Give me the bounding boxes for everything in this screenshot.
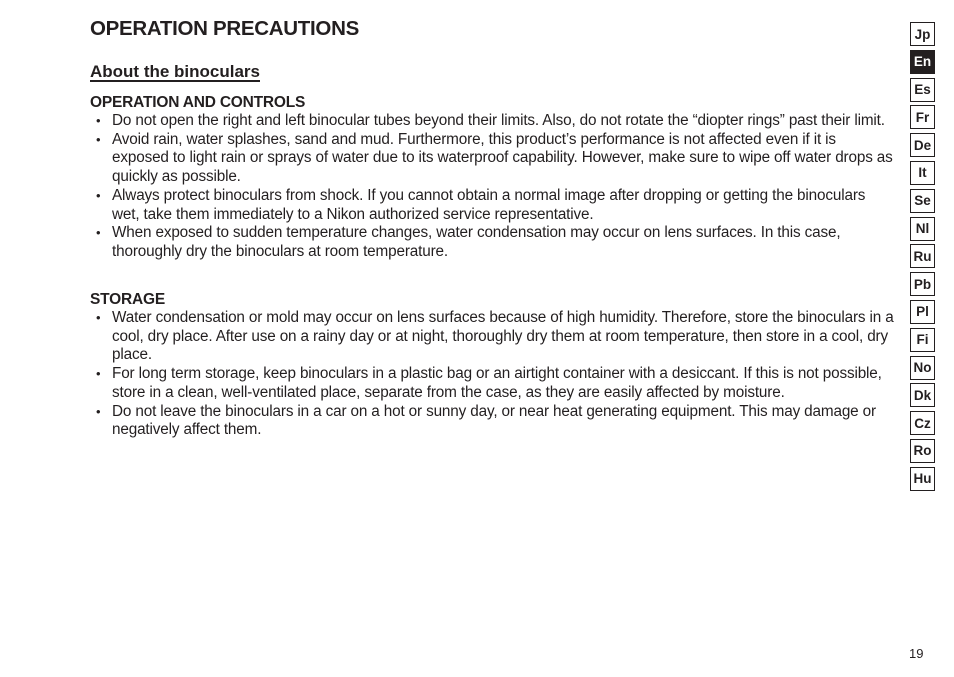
- tab-language-jp[interactable]: Jp: [910, 22, 935, 46]
- bullet-icon: •: [96, 131, 101, 147]
- tab-language-nl[interactable]: Nl: [910, 217, 935, 241]
- list-item: [90, 403, 896, 440]
- list-item: [90, 365, 896, 402]
- list-item-text: For long term storage, keep binoculars in a plastic bag or an airtight container with a desiccant. If this is not possible, store in a clean, well-ventilated place, separate from the case, as they are easily affected by moisture.: [112, 365, 882, 401]
- list-item: [90, 224, 896, 261]
- list-item: [90, 187, 896, 224]
- tab-language-ro[interactable]: Ro: [910, 439, 935, 463]
- bullet-icon: •: [96, 366, 101, 382]
- list-item: [90, 131, 896, 187]
- operation-controls-section: [90, 93, 896, 262]
- list-item: [90, 309, 896, 365]
- list-item-text: Do not leave the binoculars in a car on a hot or sunny day, or near heat generating equipment. This may damage or negatively affect them.: [112, 402, 876, 439]
- tab-language-hu[interactable]: Hu: [910, 467, 935, 491]
- tab-language-fr[interactable]: Fr: [910, 105, 935, 129]
- list-item-text: Always protect binoculars from shock. If you cannot obtain a normal image after dropping or getting the binoculars wet, take them immediately to a Nikon authorized service representative.: [112, 186, 866, 223]
- bullet-icon: •: [96, 187, 101, 203]
- tab-language-fi[interactable]: Fi: [910, 328, 935, 352]
- tab-language-it[interactable]: It: [910, 161, 935, 185]
- list-item-text: Do not open the right and left binocular tubes beyond their limits. Also, do not rotate the “diopter rings” past their limit.: [112, 112, 885, 129]
- tab-language-dk[interactable]: Dk: [910, 383, 935, 407]
- storage-bullet-list: [90, 309, 896, 440]
- tab-language-cz[interactable]: Cz: [910, 411, 935, 435]
- bullet-icon: •: [96, 225, 101, 241]
- language-tabs: [910, 22, 935, 495]
- tab-language-pb[interactable]: Pb: [910, 272, 935, 296]
- section-heading-operation: OPERATION AND CONTROLS: [90, 94, 306, 111]
- tab-language-en[interactable]: En: [910, 50, 935, 74]
- list-item-text: Water condensation or mold may occur on lens surfaces because of high humidity. Therefore, store the binoculars in a cool, dry place. After use on a rainy day or at night, thoroughly dry them at room temperature, then store in a cool, dry place.: [112, 309, 894, 364]
- tab-language-no[interactable]: No: [910, 356, 935, 380]
- tab-language-es[interactable]: Es: [910, 78, 935, 102]
- bullet-icon: •: [96, 113, 101, 128]
- page-number: 19: [909, 646, 924, 661]
- page-title: OPERATION PRECAUTIONS: [90, 17, 359, 40]
- section-heading-storage: STORAGE: [90, 291, 165, 308]
- list-item: [90, 112, 896, 131]
- bullet-icon: •: [96, 310, 101, 325]
- tab-language-ru[interactable]: Ru: [910, 244, 935, 268]
- operation-bullet-list: [90, 112, 896, 262]
- section-subtitle: About the binoculars: [90, 62, 260, 81]
- list-item-text: When exposed to sudden temperature changes, water condensation may occur on lens surfaces. In this case, thoroughly dry the binoculars at room temperature.: [112, 224, 841, 260]
- bullet-icon: •: [96, 403, 101, 419]
- tab-language-pl[interactable]: Pl: [910, 300, 935, 324]
- storage-section: [90, 290, 896, 440]
- tab-language-de[interactable]: De: [910, 133, 935, 157]
- tab-language-se[interactable]: Se: [910, 189, 935, 213]
- list-item-text: Avoid rain, water splashes, sand and mud. Furthermore, this product’s performance is not affected even if it is exposed to light rain or sprays of water due to its waterproof capability. However, make sure to wipe off water drops as quickly as possible.: [112, 130, 893, 186]
